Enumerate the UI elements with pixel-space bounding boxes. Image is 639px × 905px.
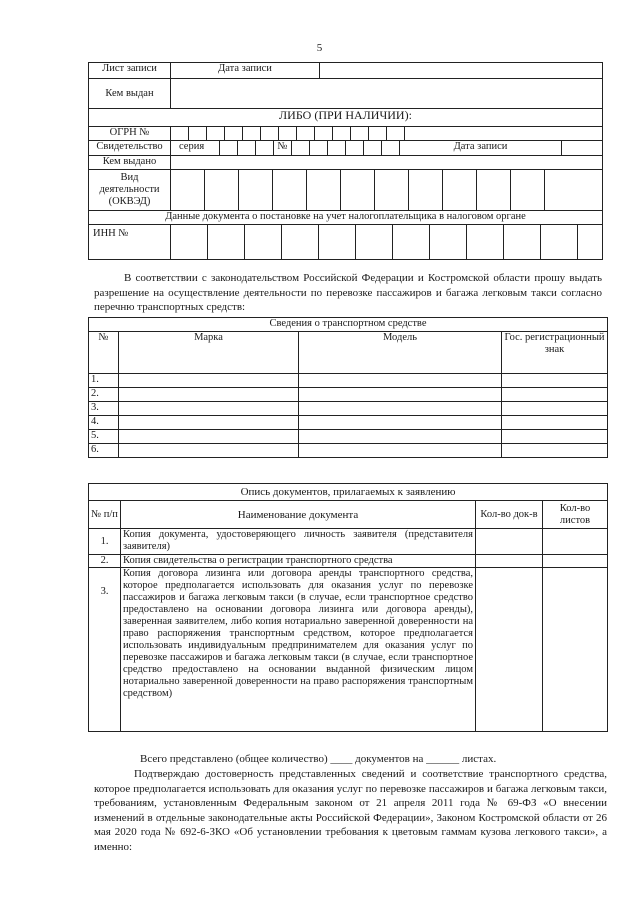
total-line: Всего представлено (общее количество) ____ документов на ______ листах.: [140, 753, 497, 765]
docs-table: [88, 483, 608, 732]
okved-cells: [171, 170, 602, 210]
number-label: №: [274, 141, 292, 155]
vehicle-row-num: 1.: [89, 374, 119, 388]
docs-col-sheets: Кол-во листов: [543, 501, 608, 529]
issued-label: Кем выдано: [89, 156, 171, 170]
record-table: [88, 62, 603, 260]
inn-cells: [171, 225, 602, 259]
vehicle-table: [88, 317, 608, 458]
doc-row-text: Копия свидетельства о регистрации транспортного средства: [121, 555, 476, 568]
tax-doc-heading: Данные документа о постановке на учет налогоплательщика в налоговом органе: [89, 211, 603, 225]
doc-row-num: 3.: [89, 568, 121, 732]
list-label: Лист записи: [89, 63, 171, 79]
ogrn-label: ОГРН №: [89, 127, 171, 141]
doc-row-num: 2.: [89, 555, 121, 568]
vehicle-row-num: 5.: [89, 430, 119, 444]
issued-by-label: Кем выдан: [89, 79, 171, 109]
col-brand: Марка: [119, 332, 299, 374]
col-plate: Гос. регистрационный знак: [502, 332, 608, 374]
inn-label: ИНН №: [89, 225, 171, 260]
or-heading: ЛИБО (ПРИ НАЛИЧИИ):: [89, 109, 603, 127]
docs-table-title: Опись документов, прилагаемых к заявлению: [89, 484, 608, 501]
doc-row-text: Копия договора лизинга или договора аренды транспортного средства, которое предполагается использовать для оказания услуг по перевозке пассажиров и багажа легковым такси (в случае, если транспортное средство предоставлено на основании договора лизинга или договора аренды), заверенная заявителем, либо копия нотариально заверенной доверенности на право распоряжения транспортным средством, которое предполагается использовать индивидуальным предпринимателем для оказания услуг по перевозке пассажиров и багажа легковым такси (в случае, если транспортное средство предоставлено на основании выданной физическим лицом нотариально заверенной доверенности на право распоряжения транспортным средством): [121, 568, 476, 732]
col-num: №: [89, 332, 119, 374]
vehicle-row-num: 2.: [89, 388, 119, 402]
vehicle-row-num: 6.: [89, 444, 119, 458]
confirm-paragraph: Подтверждаю достоверность представленных сведений и соответствие транспортного средства, которое предполагается использовать для оказания услуг по перевозке пассажиров и багажа легковым такси, требованиям, установленным Федеральным законом от 21 апреля 2011 года № 69-ФЗ «О внесении изменений в отдельные законодательные акты Российской Федерации», Законом Костромской области от 26 мая 2020 года № 692-6-ЗКО «Об установлении требования к цветовым гаммам кузова легкового такси», а именно:: [94, 768, 607, 853]
doc-row-num: 1.: [89, 529, 121, 555]
vehicle-table-title: Сведения о транспортном средстве: [89, 318, 608, 332]
docs-col-num: № п/п: [89, 501, 121, 529]
docs-col-count: Кол-во док-в: [476, 501, 543, 529]
doc-row-text: Копия документа, удостоверяющего личность заявителя (представителя заявителя): [121, 529, 476, 555]
page-number: 5: [316, 42, 323, 54]
col-model: Модель: [299, 332, 502, 374]
activity-label: Вид деятельности (ОКВЭД): [89, 170, 171, 211]
ogrn-cells: [171, 127, 602, 140]
series-label: серия: [171, 141, 220, 155]
vehicle-row-num: 3.: [89, 402, 119, 416]
vehicle-row-num: 4.: [89, 416, 119, 430]
certificate-label: Свидетельство: [89, 141, 171, 156]
record-date-label: Дата записи: [171, 63, 320, 78]
cert-date-label: Дата записи: [400, 141, 562, 155]
request-paragraph: В соответствии с законодательством Российской Федерации и Костромской области прошу выдать разрешение на осуществление деятельности по перевозке пассажиров и багажа легковым такси согласно перечню транспортных средств:: [94, 272, 602, 313]
docs-col-name: Наименование документа: [121, 501, 476, 529]
